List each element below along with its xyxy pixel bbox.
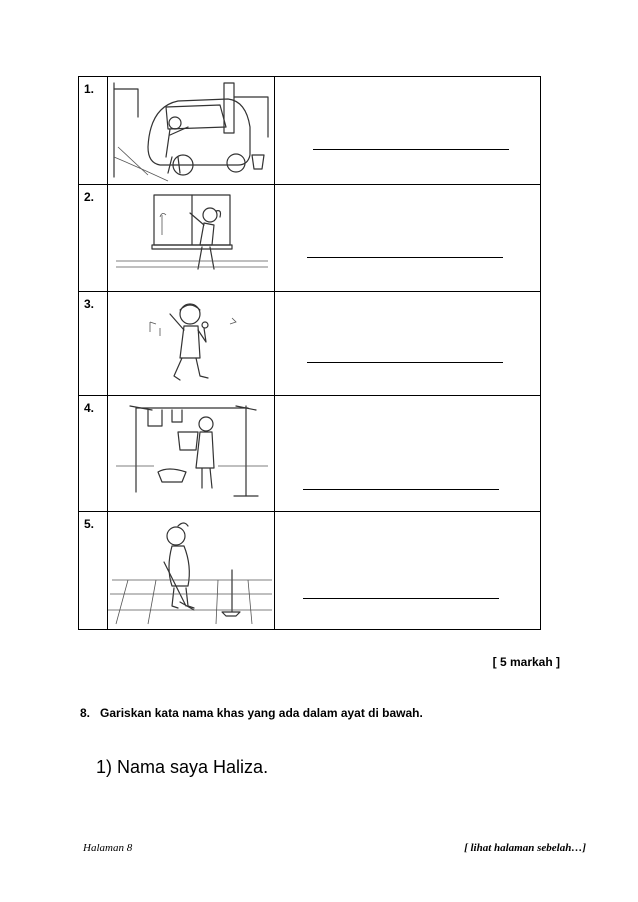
question-text: Gariskan kata nama khas yang ada dalam ayat di bawah. — [100, 706, 423, 720]
picture-cell — [108, 512, 275, 630]
next-page-note: [ lihat halaman sebelah…] — [464, 842, 586, 854]
answer-cell[interactable] — [275, 185, 541, 292]
boy-washing-car-picture — [108, 77, 275, 184]
picture-cell — [108, 77, 275, 185]
item-number: 5. — [79, 512, 108, 630]
answer-line — [307, 257, 503, 258]
page-number: Halaman 8 — [83, 842, 133, 854]
girl-wiping-window-picture — [108, 185, 275, 291]
table-row — [79, 292, 541, 396]
sentence-item[interactable]: 1) Nama saya Haliza. — [96, 757, 269, 777]
picture-cell — [108, 292, 275, 396]
exercise-table — [78, 76, 541, 630]
item-number: 1. — [79, 77, 108, 185]
item-number: 3. — [79, 292, 108, 396]
answer-line — [303, 489, 499, 490]
item-number: 4. — [79, 396, 108, 512]
answer-line — [313, 149, 509, 150]
boy-singing-picture — [108, 292, 275, 395]
marks-label: [ 5 markah ] — [492, 655, 560, 669]
picture-cell — [108, 185, 275, 292]
answer-cell[interactable] — [275, 512, 541, 630]
girl-sweeping-floor-picture — [108, 512, 275, 629]
table-row — [79, 396, 541, 512]
table-row — [79, 185, 541, 292]
answer-cell[interactable] — [275, 396, 541, 512]
answer-cell[interactable] — [275, 292, 541, 396]
question-8 — [80, 706, 423, 720]
answer-cell[interactable] — [275, 77, 541, 185]
question-number: 8. — [80, 706, 91, 720]
picture-cell — [108, 396, 275, 512]
item-number: 2. — [79, 185, 108, 292]
answer-line — [307, 362, 503, 363]
girl-hanging-clothes-picture — [108, 396, 275, 511]
table-row — [79, 77, 541, 185]
table-row — [79, 512, 541, 630]
answer-line — [303, 598, 499, 599]
